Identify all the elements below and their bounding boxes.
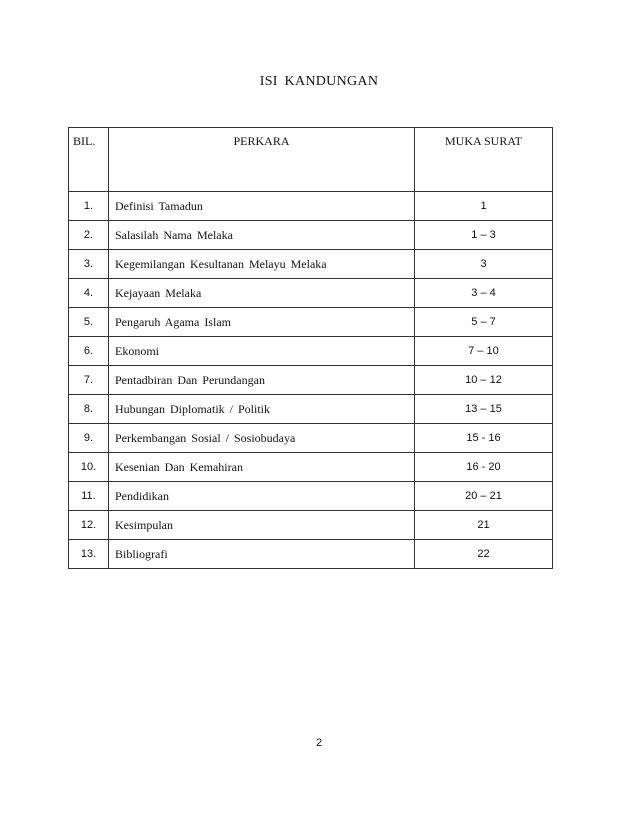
row-page: 1 – 3 — [415, 221, 553, 250]
table-row — [69, 453, 553, 482]
table-row — [69, 192, 553, 221]
row-number: 7. — [69, 366, 109, 395]
row-title: Salasilah Nama Melaka — [109, 221, 415, 250]
row-page: 10 – 12 — [415, 366, 553, 395]
table-row — [69, 337, 553, 366]
row-title: Perkembangan Sosial / Sosiobudaya — [109, 424, 415, 453]
row-page: 16 - 20 — [415, 453, 553, 482]
row-page: 15 - 16 — [415, 424, 553, 453]
row-title: Kegemilangan Kesultanan Melayu Melaka — [109, 250, 415, 279]
row-number: 3. — [69, 250, 109, 279]
row-page: 13 – 15 — [415, 395, 553, 424]
row-title: Kejayaan Melaka — [109, 279, 415, 308]
table-row — [69, 308, 553, 337]
row-number: 12. — [69, 511, 109, 540]
table-row — [69, 511, 553, 540]
row-number: 9. — [69, 424, 109, 453]
row-title: Kesimpulan — [109, 511, 415, 540]
row-page: 22 — [415, 540, 553, 569]
row-number: 13. — [69, 540, 109, 569]
row-title: Hubungan Diplomatik / Politik — [109, 395, 415, 424]
table-row — [69, 221, 553, 250]
row-number: 5. — [69, 308, 109, 337]
row-page: 3 – 4 — [415, 279, 553, 308]
row-page: 5 – 7 — [415, 308, 553, 337]
row-title: Pengaruh Agama Islam — [109, 308, 415, 337]
row-page: 3 — [415, 250, 553, 279]
row-number: 1. — [69, 192, 109, 221]
header-muka-surat: MUKA SURAT — [415, 128, 553, 192]
row-title: Bibliografi — [109, 540, 415, 569]
row-title: Kesenian Dan Kemahiran — [109, 453, 415, 482]
row-title: Ekonomi — [109, 337, 415, 366]
row-number: 10. — [69, 453, 109, 482]
table-row — [69, 366, 553, 395]
row-number: 6. — [69, 337, 109, 366]
row-page: 20 – 21 — [415, 482, 553, 511]
row-title: Pendidikan — [109, 482, 415, 511]
row-title: Definisi Tamadun — [109, 192, 415, 221]
header-perkara: PERKARA — [109, 128, 415, 192]
row-number: 2. — [69, 221, 109, 250]
row-number: 8. — [69, 395, 109, 424]
table-row — [69, 424, 553, 453]
table-row — [69, 395, 553, 424]
table-row — [69, 250, 553, 279]
table-row — [69, 279, 553, 308]
row-number: 11. — [69, 482, 109, 511]
page-title: ISI KANDUNGAN — [259, 74, 379, 89]
row-title: Pentadbiran Dan Perundangan — [109, 366, 415, 395]
row-page: 1 — [415, 192, 553, 221]
page-number: 2 — [315, 737, 323, 749]
row-number: 4. — [69, 279, 109, 308]
header-bil: BIL. — [69, 128, 109, 192]
row-page: 21 — [415, 511, 553, 540]
row-page: 7 – 10 — [415, 337, 553, 366]
table-of-contents — [68, 127, 553, 569]
table-row — [69, 540, 553, 569]
table-row — [69, 482, 553, 511]
table-header-row — [69, 128, 553, 192]
